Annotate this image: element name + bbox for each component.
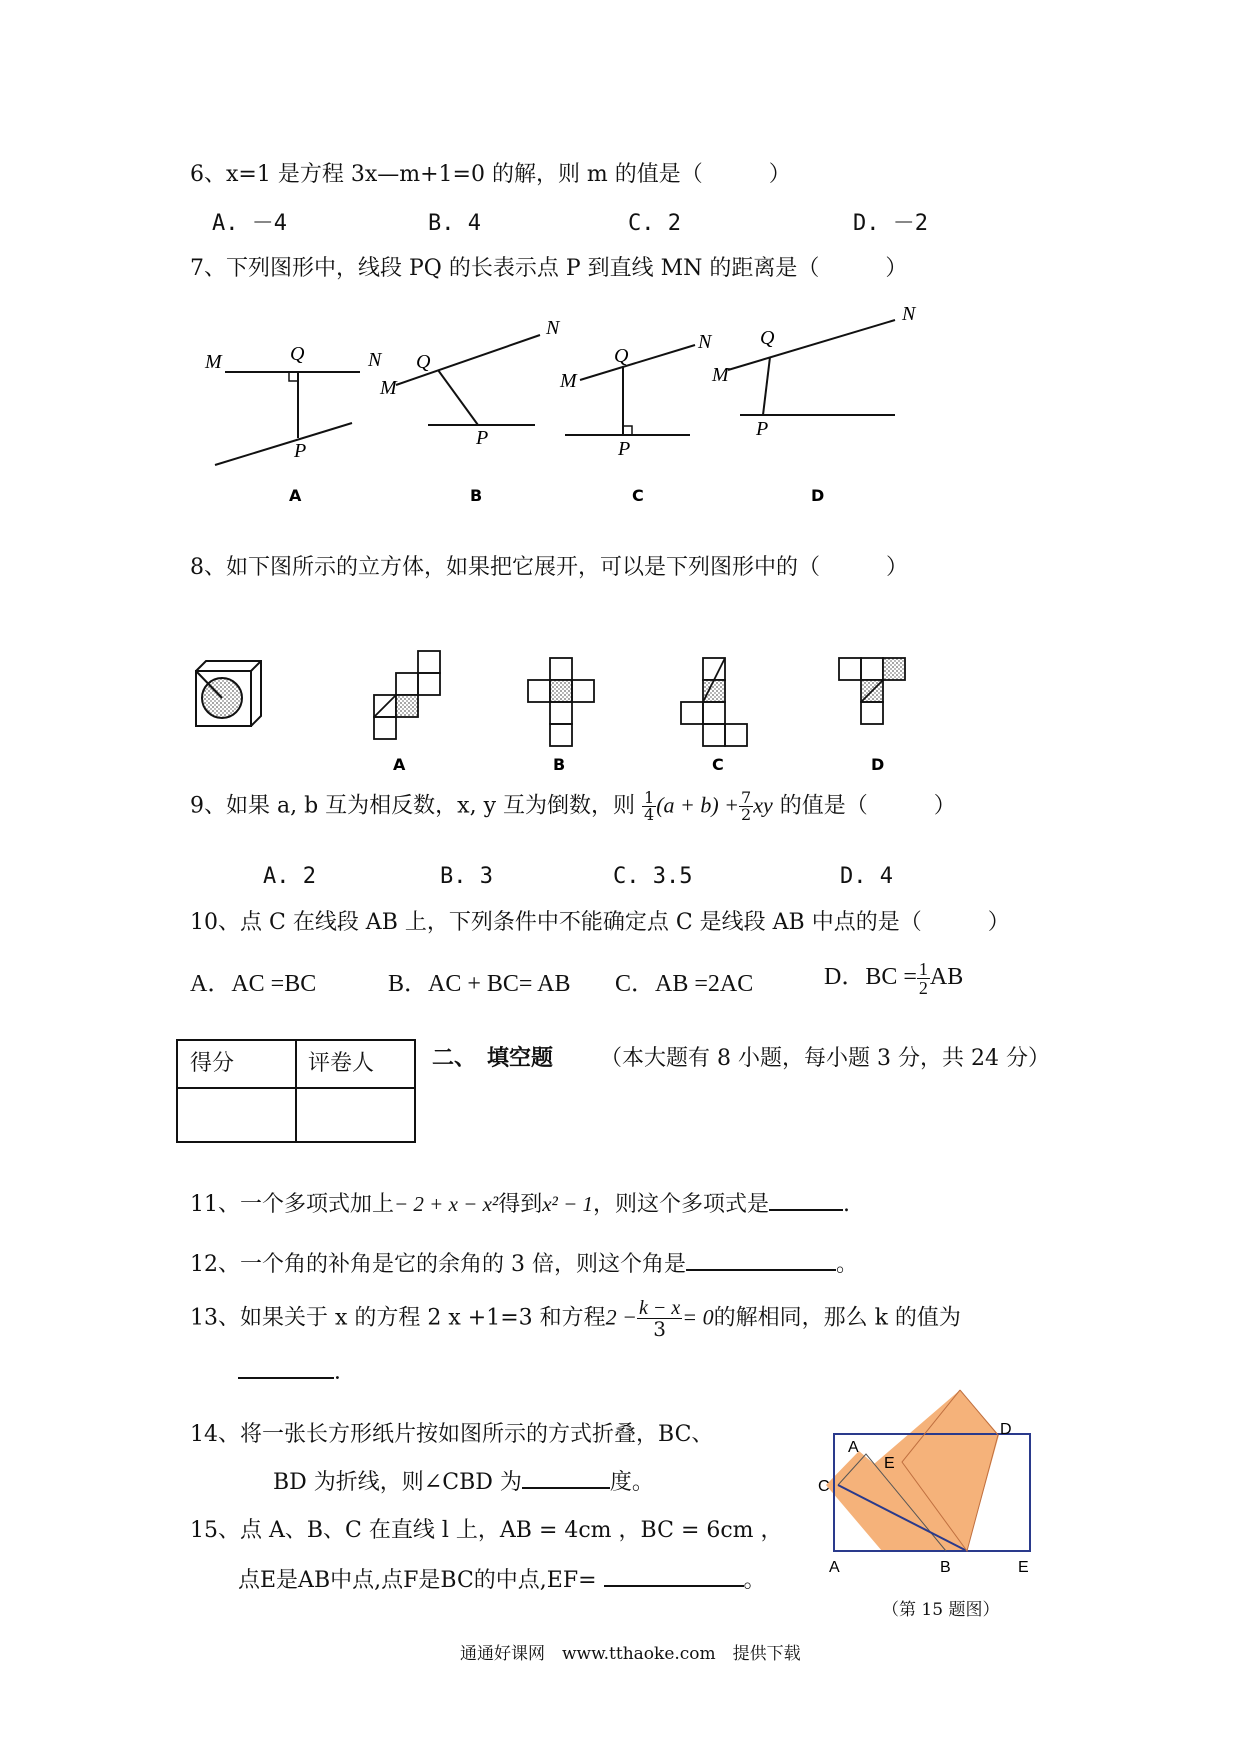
section-note: （本大题有 8 小题，每小题 3 分，共 24 分） (600, 1046, 1050, 1071)
q10-stem: 10、点 C 在线段 AB 上，下列条件中不能确定点 C 是线段 AB 中点的是（ ） (190, 910, 1010, 935)
q9-option-d: D. 4 (840, 864, 893, 889)
fold-figure (818, 1390, 1038, 1630)
figure-caption: （第 15 题图） (882, 1600, 1000, 1620)
fraction: $\frac{7}{2}$ (741, 788, 752, 824)
q6-option-c: C. 2 (628, 211, 681, 236)
fig-label-c: C (712, 755, 724, 774)
label-m: M (712, 364, 729, 386)
footer: 通通好课网 www.tthaoke.com 提供下载 (460, 1644, 801, 1664)
q9-option-a: A. 2 (263, 864, 316, 889)
q9-mid: (a + b) + (656, 792, 740, 818)
answer-blank[interactable] (604, 1585, 744, 1587)
q13: 13、如果关于 x 的方程 2 x +1=3 和方程2 − $\frac{k - x}{3}$ = 0的解相同，那么 k 的值为 (190, 1297, 961, 1341)
q10-option-c: C．AB =2AC (615, 971, 754, 997)
fig-label-a: A (289, 486, 302, 505)
score-table (176, 1039, 416, 1143)
fold-label-a-top: A (848, 1439, 859, 1456)
label-p: P (756, 418, 769, 440)
fold-label-e-top: E (884, 1455, 895, 1472)
fold-label-d: D (1000, 1421, 1012, 1438)
fraction: $\frac{1}{4}$ (644, 788, 655, 824)
label-q: Q (416, 351, 431, 373)
label-p: P (294, 440, 307, 462)
grader-header: 评卷人 (308, 1051, 375, 1076)
q9-stem-pre: 9、如果 a, b 互为相反数，x, y 互为倒数，则 (190, 793, 635, 819)
label-m: M (560, 370, 577, 392)
fig-label-c: C (632, 486, 644, 505)
q6-option-d: D. －2 (853, 211, 928, 236)
fold-label-e-bottom: E (1018, 1559, 1029, 1576)
q6-option-b: B. 4 (428, 211, 481, 236)
q15-line1: 15、点 A、B、C 在直线 l 上，AB = 4cm ，BC = 6cm ， (190, 1518, 783, 1543)
answer-blank[interactable] (686, 1269, 836, 1271)
q14-line1: 14、将一张长方形纸片按如图所示的方式折叠，BC、 (190, 1422, 714, 1447)
q9-stem-post: 的值是（ ） (779, 793, 956, 819)
fold-label-c: C (818, 1478, 830, 1495)
label-n: N (902, 303, 916, 325)
label-n: N (368, 349, 382, 371)
q8-figures (0, 610, 1240, 790)
q13-answer: ． (238, 1360, 356, 1386)
q6-stem: 6、x=1 是方程 3x—m+1=0 的解，则 m 的值是（ ） (190, 162, 791, 187)
q15-line2: 点E是AB中点,点F是BC的中点,EF= 。 (238, 1568, 766, 1593)
label-q: Q (290, 343, 305, 365)
q9-xy: xy (753, 792, 773, 818)
q9-option-c: C. 3.5 (613, 864, 693, 889)
q6-option-a: A. －4 (212, 211, 287, 236)
fig-label-d: D (811, 486, 825, 505)
label-p: P (476, 427, 489, 449)
q10-option-a: A．AC =BC (190, 971, 317, 997)
label-m: M (380, 377, 397, 399)
cube-icon (196, 661, 261, 726)
q7-stem: 7、下列图形中，线段 PQ 的长表示点 P 到直线 MN 的距离是（ ） (190, 256, 908, 281)
fraction: $\frac{k - x}{3}$ (639, 1297, 681, 1341)
q12: 12、一个角的补角是它的余角的 3 倍，则这个角是 。 (190, 1252, 858, 1277)
q11: 11、一个多项式加上− 2 + x − x²得到x² − 1，则这个多项式是 . (190, 1192, 851, 1217)
q14-line2: BD 为折线，则∠CBD 为 度。 (273, 1470, 654, 1495)
label-n: N (546, 317, 560, 339)
q7-figures (0, 290, 1240, 530)
q10-option-d (824, 960, 963, 997)
label-n: N (698, 331, 712, 353)
answer-blank[interactable] (522, 1487, 610, 1489)
label-q: Q (760, 327, 775, 349)
fold-label-b: B (940, 1559, 951, 1576)
fig-label-b: B (470, 486, 483, 505)
q9-option-b: B. 3 (440, 864, 493, 889)
q9-stem (190, 790, 956, 823)
fig-label-b: B (553, 755, 566, 774)
score-header: 得分 (190, 1051, 235, 1076)
fraction: $\frac{1}{2}$ (918, 959, 928, 998)
section-title: 二、 填空题 (432, 1046, 554, 1071)
label-p: P (618, 438, 631, 460)
q10-option-b: B．AC + BC= AB (388, 971, 571, 997)
q10-d-pre: D．BC = (824, 964, 917, 991)
answer-blank[interactable] (769, 1209, 843, 1211)
q10-d-post: AB (929, 964, 964, 991)
answer-blank[interactable] (238, 1377, 334, 1379)
fig-label-d: D (871, 755, 885, 774)
label-m: M (205, 351, 222, 373)
fig-label-a: A (393, 755, 406, 774)
fold-label-a-bottom: A (829, 1559, 840, 1576)
label-q: Q (614, 345, 629, 367)
q8-stem: 8、如下图所示的立方体，如果把它展开，可以是下列图形中的（ ） (190, 555, 908, 580)
